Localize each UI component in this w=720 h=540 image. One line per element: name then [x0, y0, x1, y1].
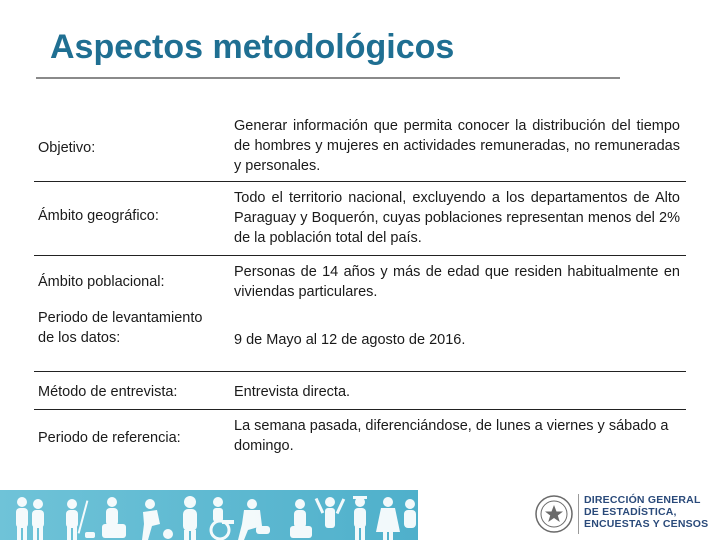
table-row [34, 372, 686, 410]
page-title: Aspectos metodológicos [50, 28, 455, 66]
row-label-metodo-entrevista: Método de entrevista: [38, 384, 178, 400]
table-row [34, 256, 686, 308]
table-row [34, 112, 686, 182]
row-label-periodo-referencia: Periodo de referencia: [38, 430, 181, 446]
row-value-periodo-levantamiento: 9 de Mayo al 12 de agosto de 2016. [234, 332, 466, 348]
institution-logo [534, 490, 714, 538]
logo-divider [578, 494, 579, 534]
organization-name [584, 494, 708, 530]
row-label-objetivo: Objetivo: [38, 140, 96, 156]
row-label-periodo-levantamiento: Periodo de levantamiento de los datos: [38, 310, 203, 346]
org-name-line1: DIRECCIÓN GENERAL [584, 494, 701, 506]
row-value-ambito-geografico: Todo el territorio nacional, excluyendo a los departamentos de Alto Paraguay y Boquerón, cuyas poblaciones representan menos del 2% de la población total del país. [234, 190, 680, 246]
title-underline [36, 77, 620, 79]
table-row [34, 182, 686, 256]
row-label-ambito-geografico: Ámbito geográfico: [38, 208, 159, 224]
row-label-ambito-poblacional: Ámbito poblacional: [38, 274, 165, 290]
people-activities-icon [0, 490, 418, 540]
row-value-metodo-entrevista: Entrevista directa. [234, 384, 351, 400]
activities-pictogram-banner [0, 490, 418, 540]
org-name-line2: DE ESTADÍSTICA, [584, 506, 677, 518]
row-value-objetivo: Generar información que permita conocer la distribución del tiempo de hombres y mujeres en actividades remuneradas, no remuneradas y personales. [234, 118, 680, 174]
row-value-ambito-poblacional: Personas de 14 años y más de edad que residen habitualmente en viviendas particulares. [234, 264, 680, 300]
table-row [34, 306, 686, 372]
org-name-line3: ENCUESTAS Y CENSOS [584, 518, 709, 530]
row-value-periodo-referencia: La semana pasada, diferenciándose, de lunes a viernes y sábado a domingo. [234, 418, 669, 454]
national-seal-icon [534, 492, 574, 536]
table-row [34, 410, 686, 462]
